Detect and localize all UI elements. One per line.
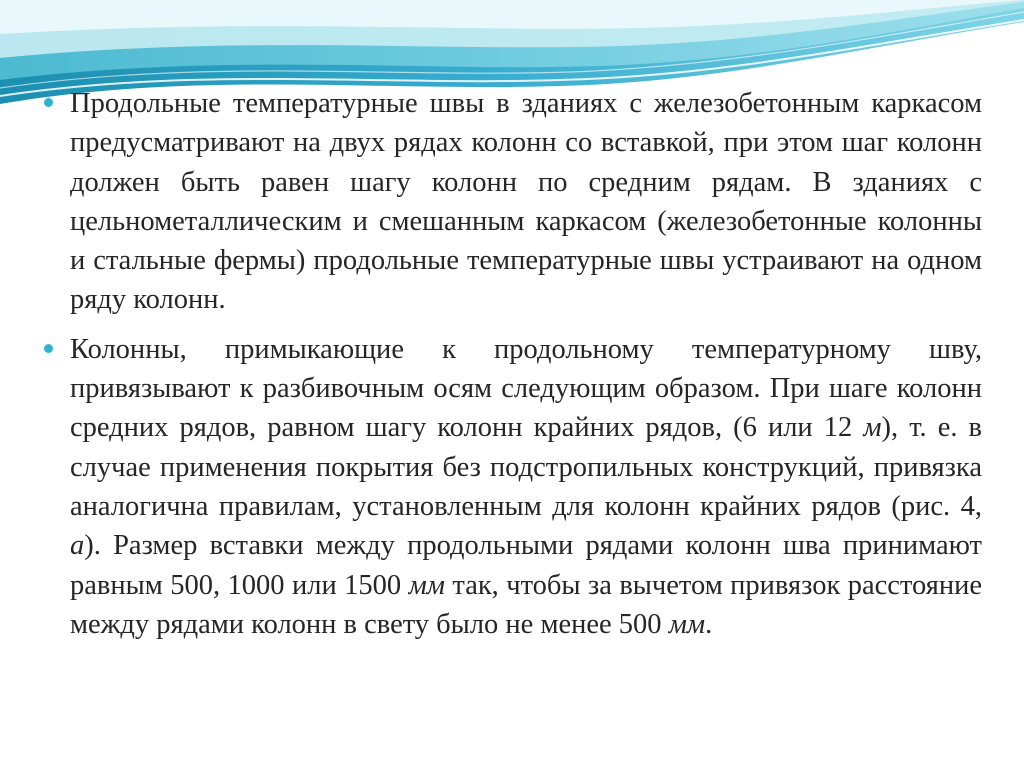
italic-unit: м (863, 412, 882, 444)
text-segment: Колонны, примыкающие к продольному температурному шву, привязывают к разбивочным осям следующим образом. При шаге колонн средних рядов, равном шагу колонн крайних рядов, (6 или 12 (70, 333, 982, 444)
slide-body (40, 84, 982, 654)
italic-unit: мм (408, 569, 445, 601)
text-segment: Продольные температурные швы в зданиях с железобетонным каркасом предусматривают на двух рядах колонн со вставкой, при этом шаг колонн должен быть равен шагу колонн по средним рядам. В зданиях с цельнометаллическим и смешанным каркасом (железобетонные колонны и стальные фермы) продольные температурные швы устраивают на одном ряду колонн. (70, 88, 982, 316)
bullet-text (70, 84, 982, 320)
bullet-item (40, 330, 982, 644)
text-segment: ). Размер вставки между продольными рядами колонн шва принимают равным 500, 1000 или 1500 (70, 530, 982, 601)
bullet-dot-icon (44, 344, 53, 353)
italic-unit: мм (668, 608, 706, 640)
bullet-dot-icon (44, 98, 53, 107)
bullet-text (70, 330, 982, 644)
text-segment: . (705, 608, 713, 640)
italic-figure-letter: а (70, 530, 85, 562)
text-segment: ), т. е. в случае применения покрытия без подстропильных конструкций, привязка аналогична правилам, установленным для колонн крайних рядов (рис. 4, (70, 412, 982, 522)
bullet-item (40, 84, 982, 320)
text-segment: так, чтобы за вычетом привязок расстояние между рядами колонн в свету было не менее 500 (70, 569, 982, 640)
